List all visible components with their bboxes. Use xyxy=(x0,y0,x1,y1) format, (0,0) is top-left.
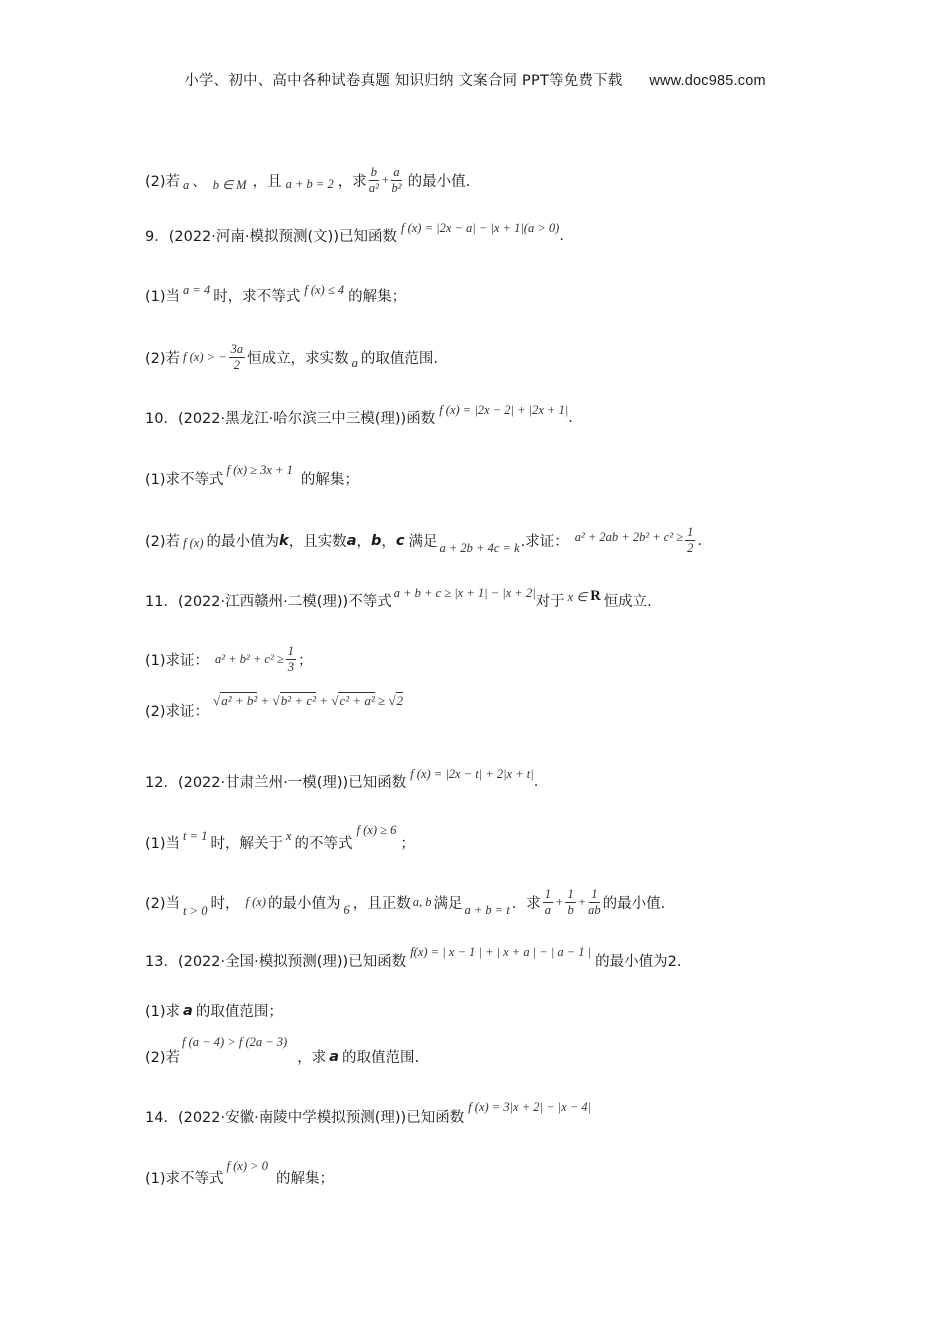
fraction: $\frac{1}{a}$ xyxy=(544,887,552,917)
text: ， xyxy=(356,534,371,550)
text: ，求 xyxy=(297,1050,327,1066)
text: (1)求证： xyxy=(145,653,210,669)
text: (2)求证： xyxy=(145,704,210,720)
text: b xyxy=(370,532,382,549)
text: 的最小值. xyxy=(407,174,471,190)
math: f (a − 4) > f (2a − 3) xyxy=(182,1035,288,1049)
text: (1)求 xyxy=(145,1004,181,1020)
math: t > 0 xyxy=(183,904,208,918)
math: a² + b² + c² ≥ xyxy=(215,652,284,666)
problem-12-part-1 xyxy=(145,823,415,853)
problem-11-part-2 xyxy=(145,692,404,721)
math: a xyxy=(351,356,358,370)
math: f (x) > − xyxy=(183,350,227,364)
math: a, b xyxy=(412,895,432,909)
text: 的最小值为2. xyxy=(595,954,682,970)
text: 的最小值为 xyxy=(206,534,280,550)
math: f (x) xyxy=(183,536,204,550)
text: .求证： xyxy=(520,534,569,550)
text: 10．(2022·黑龙江·哈尔滨三中三模(理))函数 xyxy=(145,411,436,427)
text: (2)若 xyxy=(145,534,181,550)
fraction: $\frac{1}{3}$ xyxy=(287,644,294,674)
text: 恒成立，求实数 xyxy=(247,351,349,367)
problem-8-part-2 xyxy=(145,165,470,196)
text: ，且实数 xyxy=(288,534,347,550)
text: 时， xyxy=(210,896,240,912)
header-site: www.doc985.com xyxy=(649,73,766,89)
math: a + 2b + 4c = k xyxy=(439,541,520,555)
text: (2)当 xyxy=(145,896,181,912)
text: . xyxy=(568,409,573,426)
problem-11 xyxy=(145,586,652,611)
header-text: 小学、初中、高中各种试卷真题 知识归纳 文案合同 PPT等免费下载 xyxy=(184,73,623,89)
math: f (x) xyxy=(245,895,266,909)
text: 的解集； xyxy=(275,1171,334,1187)
fraction: $\frac{3a}{2}$ xyxy=(230,342,244,372)
math: a + b = 2 xyxy=(285,177,334,191)
text: (2)若 xyxy=(145,174,181,190)
problem-10 xyxy=(145,403,573,428)
problem-13 xyxy=(145,945,682,971)
problem-14 xyxy=(145,1100,592,1127)
text: a xyxy=(346,532,357,549)
math: a + b + c ≥ |x + 1| − |x + 2| xyxy=(393,586,536,600)
math: f (x) = |2x − 2| + |2x + 1| xyxy=(439,403,569,417)
text: 的取值范围. xyxy=(360,351,438,367)
math: 6 xyxy=(343,903,350,917)
text: . xyxy=(697,532,702,549)
text: 13．(2022·全国·模拟预测(理))已知函数 xyxy=(145,954,407,970)
text: 14．(2022·安徽·南陵中学模拟预测(理))已知函数 xyxy=(145,1110,465,1126)
math: f(x) = | x − 1 | + | x + a | − | a − 1 | xyxy=(410,945,592,959)
fraction: $\frac{a}{\text{b²}}$ xyxy=(391,165,402,195)
math: + xyxy=(555,895,564,909)
text: a xyxy=(183,1002,193,1019)
math: R xyxy=(590,588,601,604)
problem-13-part-1 xyxy=(145,1000,283,1021)
math: f (x) = |2x − t| + 2|x + t| xyxy=(410,767,534,781)
text: a xyxy=(329,1048,339,1065)
math: t = 1 xyxy=(183,829,208,843)
text: 的解集； xyxy=(300,472,359,488)
text: ； xyxy=(297,653,313,669)
text: 的取值范围； xyxy=(195,1004,283,1020)
sqrt-expression: √a² + b² + √b² + c² + √c² + a² ≥ √2 xyxy=(213,692,404,708)
math: a xyxy=(183,178,190,192)
problem-12 xyxy=(145,767,539,792)
math: a² + 2ab + 2b² + c² ≥ xyxy=(574,530,684,544)
text: ， xyxy=(381,534,396,550)
problem-9-part-1 xyxy=(145,285,406,306)
text: ，求 xyxy=(337,174,367,190)
text: 12．(2022·甘肃兰州·一模(理))已知函数 xyxy=(145,775,407,791)
text: (1)求不等式 xyxy=(145,1171,224,1187)
problem-13-part-2 xyxy=(145,1035,420,1067)
problem-9-part-2 xyxy=(145,342,438,373)
math: f (x) = |2x − a| − |x + 1|(a > 0) xyxy=(400,221,560,235)
problem-10-part-1 xyxy=(145,463,359,489)
text: . xyxy=(559,227,564,244)
text: (1)当 xyxy=(145,289,181,305)
text: (1)当 xyxy=(145,836,181,852)
text: 的最小值为 xyxy=(267,896,341,912)
text: c xyxy=(395,532,405,549)
text: 的解集； xyxy=(348,289,407,305)
problem-12-part-2 xyxy=(145,887,665,918)
math: x xyxy=(285,829,292,843)
text: 恒成立. xyxy=(603,594,652,610)
problem-14-part-1 xyxy=(145,1159,334,1188)
text: 时，解关于 xyxy=(210,836,283,852)
text: ； xyxy=(400,836,415,852)
math: x ∈ xyxy=(567,589,588,604)
math: f (x) ≤ 4 xyxy=(304,283,345,297)
text: . xyxy=(533,773,539,790)
text: 满足 xyxy=(433,896,463,912)
fraction: $\frac{b}{\text{a²}}$ xyxy=(368,165,379,195)
text: (2)若 xyxy=(145,1050,181,1066)
fraction: $\frac{1}{2}$ xyxy=(687,525,694,555)
math: + xyxy=(380,173,390,187)
problem-9 xyxy=(145,221,564,246)
text: (2)若 xyxy=(145,351,181,367)
math: b ∈ M xyxy=(212,177,247,192)
problem-11-part-1 xyxy=(145,644,312,675)
text: 9．(2022·河南·模拟预测(文))已知函数 xyxy=(145,229,397,245)
problem-10-part-2 xyxy=(145,525,702,556)
math: a + b = t xyxy=(464,903,510,917)
text: ．求 xyxy=(511,896,541,912)
text: (1)求不等式 xyxy=(145,472,224,488)
text: 11．(2022·江西赣州·二模(理))不等式 xyxy=(145,594,392,610)
math: f (x) > 0 xyxy=(226,1159,268,1173)
text: 对于 xyxy=(535,594,565,610)
text: 的取值范围. xyxy=(342,1050,420,1066)
text: ，且 xyxy=(252,174,282,190)
text: k xyxy=(279,532,289,549)
text: 的不等式 xyxy=(294,836,353,852)
fraction: $\frac{1}{b}$ xyxy=(567,887,574,917)
text: 时，求不等式 xyxy=(213,289,301,305)
math: f (x) ≥ 3x + 1 xyxy=(226,463,293,477)
page-header xyxy=(0,69,950,90)
math: f (x) = 3|x + 2| − |x − 4| xyxy=(468,1100,592,1114)
fraction: $\frac{1}{ab}$ xyxy=(588,887,601,917)
math: + xyxy=(577,895,587,909)
text: ，且正数 xyxy=(352,896,411,912)
text: 、 xyxy=(192,174,207,190)
math: f (x) ≥ 6 xyxy=(356,823,397,837)
text: 的最小值. xyxy=(602,896,666,912)
text: 满足 xyxy=(408,534,438,550)
math: a = 4 xyxy=(183,283,211,297)
